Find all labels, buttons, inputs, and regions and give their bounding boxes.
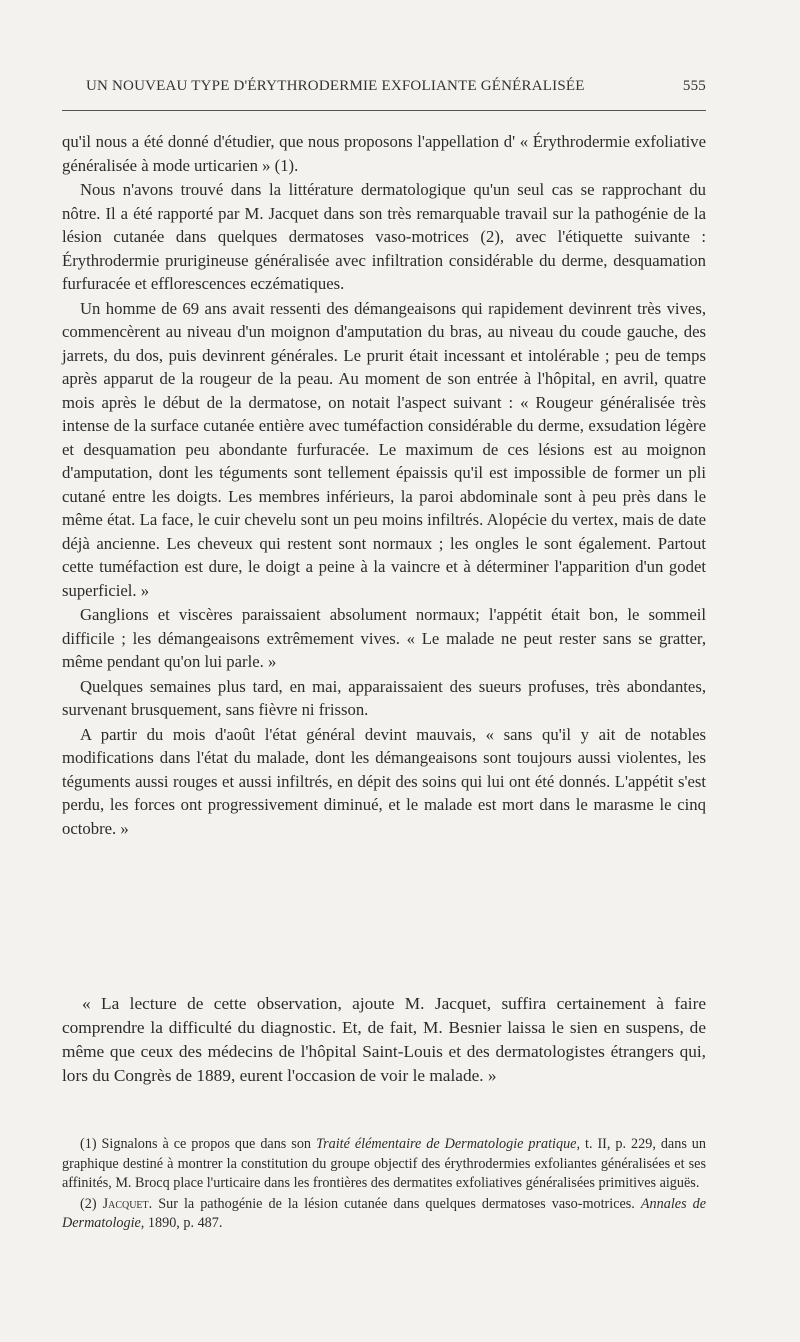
footnote-2-citation: 1890, p. 487. (144, 1215, 223, 1231)
paragraph: qu'il nous a été donné d'étudier, que nous proposons l'appellation d' « Érythrodermie exfoliative généralisée à mode urticarien » (1). (62, 132, 706, 175)
quote-block (62, 992, 706, 1088)
footnote-2 (62, 1195, 706, 1234)
body-text (62, 130, 706, 840)
footnote-1 (62, 1135, 706, 1194)
quote-paragraph: « La lecture de cette observation, ajoute M. Jacquet, suffira certainement à faire comprendre la difficulté du diagnostic. Et, de fait, M. Besnier laissa le sien en suspens, de même que ceux des médecins de l'hôpital Saint-Louis et des dermatologistes étrangers qui, lors du Congrès de 1889, eurent l'occasion de voir le malade. » (62, 994, 706, 1085)
footnote-2-journal: Annales de Dermatologie, (62, 1195, 707, 1231)
paragraph: Nous n'avons trouvé dans la littérature dermatologique qu'un seul cas se rapprochant du nôtre. Il a été rapporté par M. Jacquet dans son très remarquable travail sur la pathogénie de la lésion cutanée dans quelques dermatoses vaso-motrices (2), avec l'étiquette suivante : Érythrodermie prurigineuse généralisée avec infiltration considérable du derme, desquamation furfuracée et efflorescences eczématiques. (62, 180, 706, 293)
page-number: 555 (682, 78, 706, 94)
footnote-1-text-rest: t. II, p. 229, dans un graphique destiné à montrer la constitution du groupe objectif des érythrodermies exfoliantes généralisées et ses affinités, M. Brocq place l'urticaire dans les frontières des dermatites exfoliatives généralisées primitives aiguës. (62, 1136, 706, 1191)
paragraph: Ganglions et viscères paraissaient absolument normaux; l'appétit était bon, le sommeil difficile ; les démangeaisons extrêmement vives. « Le malade ne peut rester sans se gratter, même pendant qu'on lui parle. » (62, 605, 706, 671)
footnote-2-marker: (2) (80, 1195, 103, 1212)
footnote-1-text: (1) Signalons à ce propos que dans son (80, 1136, 316, 1152)
header-rule (62, 110, 706, 111)
footnotes (62, 1135, 706, 1234)
paragraph: Quelques semaines plus tard, en mai, apparaissaient des sueurs profuses, très abondantes, survenant brusquement, sans fièvre ni frisson. (62, 676, 706, 719)
footnote-1-book-title: Traité élémentaire de Dermatologie pratique, (315, 1136, 581, 1152)
running-head-title: UN NOUVEAU TYPE D'ÉRYTHRODERMIE EXFOLIANTE GÉNÉRALISÉE (86, 78, 585, 94)
footnote-2-author: Jacquet (102, 1195, 149, 1212)
footnote-2-text: . Sur la pathogénie de la lésion cutanée dans quelques dermatoses vaso-motrices. (148, 1195, 641, 1212)
paragraph: A partir du mois d'août l'état général devint mauvais, « sans qu'il y ait de notables modifications dans l'état du malade, dont les démangeaisons sont toujours aussi violentes, les téguments aussi rouges et aussi infiltrés, en dépit des soins qui lui ont été donnés. L'appétit s'est perdu, les forces ont progressivement diminué, et le malade est mort dans le marasme le cinq octobre. » (62, 724, 706, 838)
paragraph: Un homme de 69 ans avait ressenti des démangeaisons qui rapidement devinrent très vives, commencèrent au niveau d'un moignon d'amputation du bras, au niveau du coude gauche, des jarrets, du dos, puis devinrent générales. Le prurit était incessant et intolérable ; peu de temps après apparut de la rougeur de la peau. Au moment de son entrée à l'hôpital, en avril, quatre mois après le début de la dermatose, on notait l'aspect suivant : « Rougeur généralisée très intense de la surface cutanée entière avec tuméfaction considérable du derme, exsudation légère et desquamation peu abondante furfuracée. Le maximum de ces lésions est au moignon d'amputation, dont les téguments sont tellement épaissis qu'il est impossible de former un pli cutané entre les doigts. Les membres inférieurs, la paroi abdominale sont à peu près dans le même état. La face, le cuir chevelu sont un peu moins infiltrés. Alopécie du vertex, mais de date déjà ancienne. Les cheveux qui restent sont normaux ; les ongles le sont également. Partout cette tuméfaction est dure, le doigt a peine à la vaincre et à déterminer l'apparition d'un godet superficiel. » (62, 298, 706, 600)
